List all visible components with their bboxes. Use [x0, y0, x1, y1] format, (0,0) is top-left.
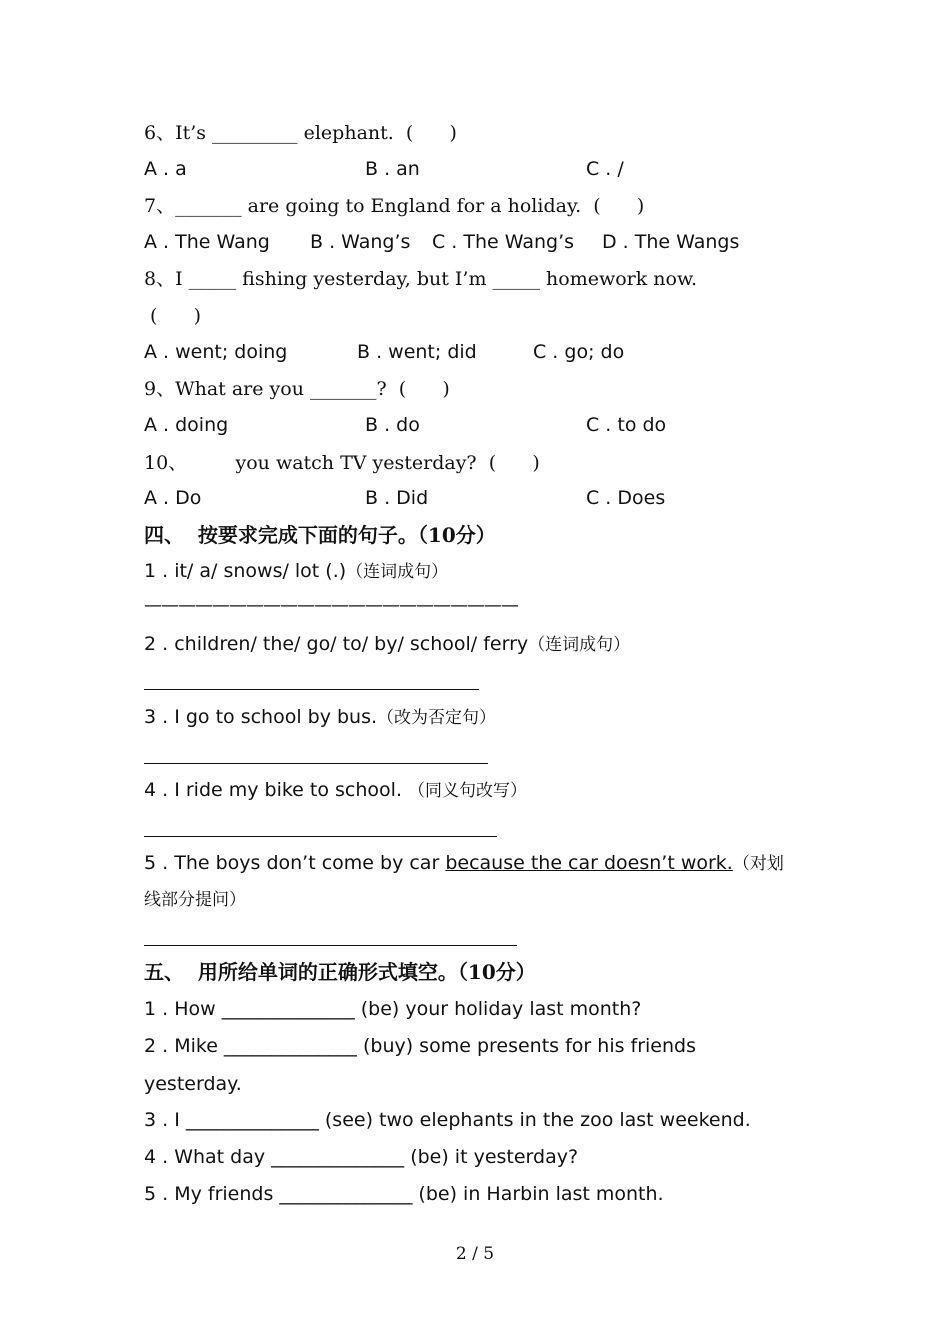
section-4-item-1: 1 . it/ a/ snows/ lot (.)（连词成句） — [144, 560, 449, 582]
section-5-item-2: 2 . Mike ______________ (buy) some presents for his friends — [144, 1035, 697, 1057]
question-7-option-d: D . The Wangs — [602, 231, 740, 253]
question-8-answer-bracket: ( ) — [150, 305, 202, 327]
section-4-item-5-note: 线部分提问） — [144, 890, 246, 910]
section-5-item-5: 5 . My friends ______________ (be) in Harbin last month. — [144, 1183, 664, 1205]
section-5-item-3: 3 . I ______________ (see) two elephants in the zoo last weekend. — [144, 1109, 751, 1131]
question-8-option-c: C . go; do — [533, 341, 625, 363]
answer-line — [144, 763, 488, 764]
question-9-option-a: A . doing — [144, 414, 229, 436]
question-9-option-c: C . to do — [586, 414, 667, 436]
answer-line — [144, 689, 479, 690]
question-10-option-a: A . Do — [144, 487, 202, 509]
question-10-option-c: C . Does — [586, 487, 666, 509]
question-10-stem: 10、 you watch TV yesterday? ( ) — [144, 452, 540, 474]
question-10-option-b: B . Did — [365, 487, 429, 509]
section-4-item-2: 2 . children/ the/ go/ to/ by/ school/ ferry（连词成句） — [144, 633, 631, 655]
section-4-item-5: 5 . The boys don’t come by car because the car doesn’t work.（对划 — [144, 852, 784, 874]
section-5-title: 五、 用所给单词的正确形式填空。（10分） — [144, 960, 536, 984]
answer-dash-line: —————————————————————— — [144, 595, 518, 616]
question-6-option-c: C . / — [586, 158, 624, 180]
section-5-item-2-continued: yesterday. — [144, 1073, 242, 1095]
section-5-item-1: 1 . How ______________ (be) your holiday last month? — [144, 998, 642, 1020]
section-4-item-3: 3 . I go to school by bus.（改为否定句） — [144, 706, 497, 728]
question-9-option-b: B . do — [365, 414, 420, 436]
question-8-stem: 8、I _____ fishing yesterday, but I’m _____ homework now. — [144, 268, 698, 290]
section-5-item-4: 4 . What day ______________ (be) it yesterday? — [144, 1146, 579, 1168]
question-7-stem: 7、_______ are going to England for a holiday. ( ) — [144, 195, 645, 217]
answer-line — [144, 945, 517, 946]
question-6-option-a: A . a — [144, 158, 187, 180]
question-9-stem: 9、What are you _______? ( ) — [144, 378, 450, 400]
question-6-stem: 6、It’s _________ elephant. ( ) — [144, 122, 457, 144]
page-number: 2 / 5 — [455, 1244, 495, 1264]
question-8-option-b: B . went; did — [357, 341, 477, 363]
answer-line — [144, 836, 497, 837]
question-7-option-a: A . The Wang — [144, 231, 270, 253]
underlined-phrase: because the car doesn’t work. — [445, 852, 733, 874]
question-7-option-c: C . The Wang’s — [432, 231, 575, 253]
question-6-option-b: B . an — [365, 158, 420, 180]
section-4-item-4: 4 . I ride my bike to school. （同义句改写） — [144, 779, 528, 801]
question-8-option-a: A . went; doing — [144, 341, 288, 363]
question-7-option-b: B . Wang’s — [310, 231, 411, 253]
section-4-title: 四、 按要求完成下面的句子。（10分） — [144, 523, 496, 547]
